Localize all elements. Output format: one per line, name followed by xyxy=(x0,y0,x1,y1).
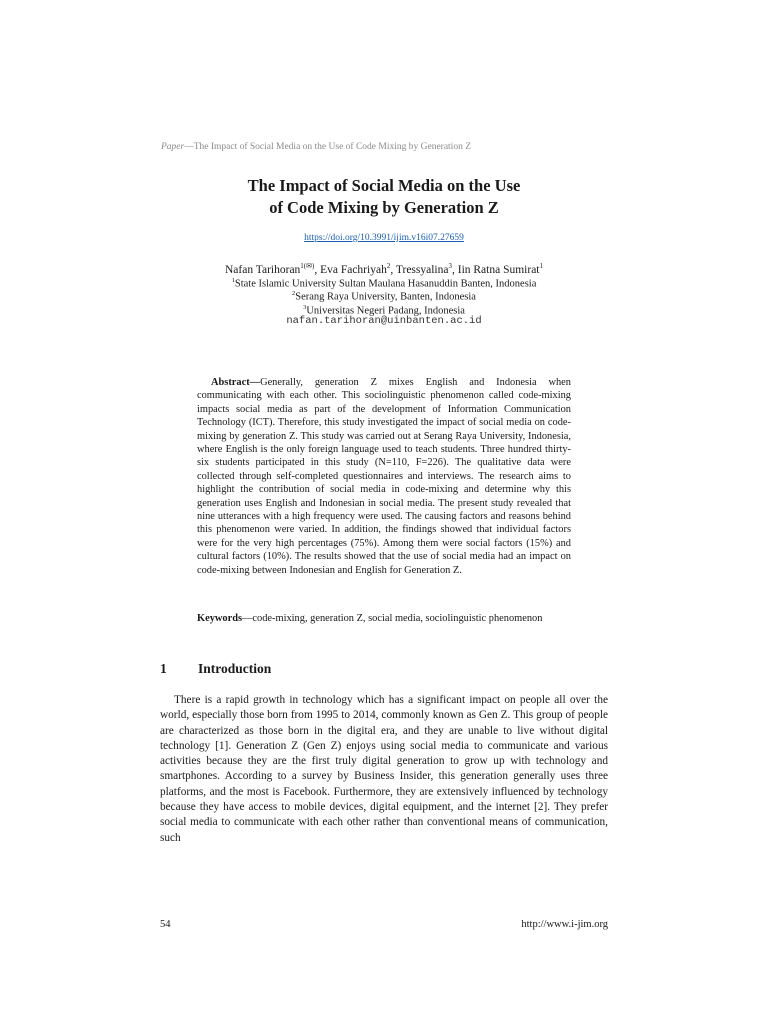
running-header xyxy=(161,142,611,152)
keywords xyxy=(197,612,571,625)
corresponding-email[interactable]: nafan.tarihoran@uinbanten.ac.id xyxy=(286,315,482,327)
affiliation-marker: 1 xyxy=(231,277,235,284)
abstract-label: Abstract— xyxy=(211,377,261,388)
abstract xyxy=(197,376,571,577)
affiliation-marker: 3 xyxy=(303,304,307,311)
journal-url[interactable]: http://www.i-jim.org xyxy=(521,919,608,930)
keywords-text: —code-mixing, generation Z, social media, sociolinguistic phenomenon xyxy=(242,613,543,624)
author-name: , Iin Ratna Sumirat xyxy=(451,263,540,276)
section-title: Introduction xyxy=(198,661,272,676)
author-name: Nafan Tarihoran xyxy=(225,263,301,276)
author-name: , Eva Fachriyah xyxy=(314,263,387,276)
affiliation-text: State Islamic University Sultan Maulana Hasanuddin Banten, Indonesia xyxy=(234,278,537,290)
affiliation-text: Universitas Negeri Padang, Indonesia xyxy=(306,305,465,317)
title-line-2: of Code Mixing by Generation Z xyxy=(269,198,499,217)
author-affil-marker: 1 xyxy=(539,262,543,270)
keywords-label: Keywords xyxy=(197,613,243,624)
affiliation-text: Serang Raya University, Banten, Indonesia xyxy=(295,291,476,303)
paper-title xyxy=(160,175,608,219)
affiliation-marker: 2 xyxy=(292,290,296,297)
author-name: , Tressyalina xyxy=(390,263,449,276)
intro-paragraph: There is a rapid growth in technology which has a significant impact on people all over the world, especially those born from 1995 to 2014, commonly known as Gen Z. This group of people are characterized as those born in the digital era, and they are unable to live without digital technology [1]. Generation Z (Gen Z) enjoys using social media to communicate and various activities because they are the first truly digital generation to grow up with technology and smartphones. According to a survey by Business Insider, this generation generally uses three platforms, and the most is Facebook. Furthermore, they are extensively influenced by technology because they have access to mobile devices, digital equipment, and the internet [2]. They prefer social media to communicate with each other rather than conventional means of communication, such xyxy=(160,694,608,844)
journal-label: Paper xyxy=(161,142,185,152)
page-number: 54 xyxy=(160,919,171,930)
abstract-text: Generally, generation Z mixes English and Indonesia when communicating with each other. This sociolinguistic phenomenon called code-mixing impacts social media as part of the development of Information Communication Technology (ICT). Therefore, this study investigated the impact of social media on code-mixing by generation Z. This study was carried out at Serang Raya University, Indonesia, where English is the only foreign language used to teach students. Three hundred thirty-six students participated in this study (N=110, F=226). The qualitative data were collected through self-completed questionnaires and interviews. The research aims to highlight the contribution of social media in code-mixing and determine why this generation uses English and Indonesian in social media. The present study revealed that nine utterances with a high frequency were used. The causing factors and reasons behind this phenomenon were varied. In addition, the findings showed that individual factors were for the very high percentages (75%). Among them were social factors (15%) and cultural factors (10%). The results showed that the use of social media had an impact on code-mixing between Indonesian and English for Generation Z. xyxy=(197,377,571,576)
doi-link[interactable]: https://doi.org/10.3991/ijim.v16i07.27659 xyxy=(304,233,464,243)
section-heading xyxy=(160,661,608,677)
author-affil-marker: 2 xyxy=(386,262,391,270)
title-line-1: The Impact of Social Media on the Use xyxy=(247,176,521,195)
section-number: 1 xyxy=(160,661,167,676)
author-affil-marker: 1(✉) xyxy=(300,262,315,270)
author-affil-marker: 3 xyxy=(448,262,452,270)
running-title: —The Impact of Social Media on the Use of Code Mixing by Generation Z xyxy=(184,142,471,152)
